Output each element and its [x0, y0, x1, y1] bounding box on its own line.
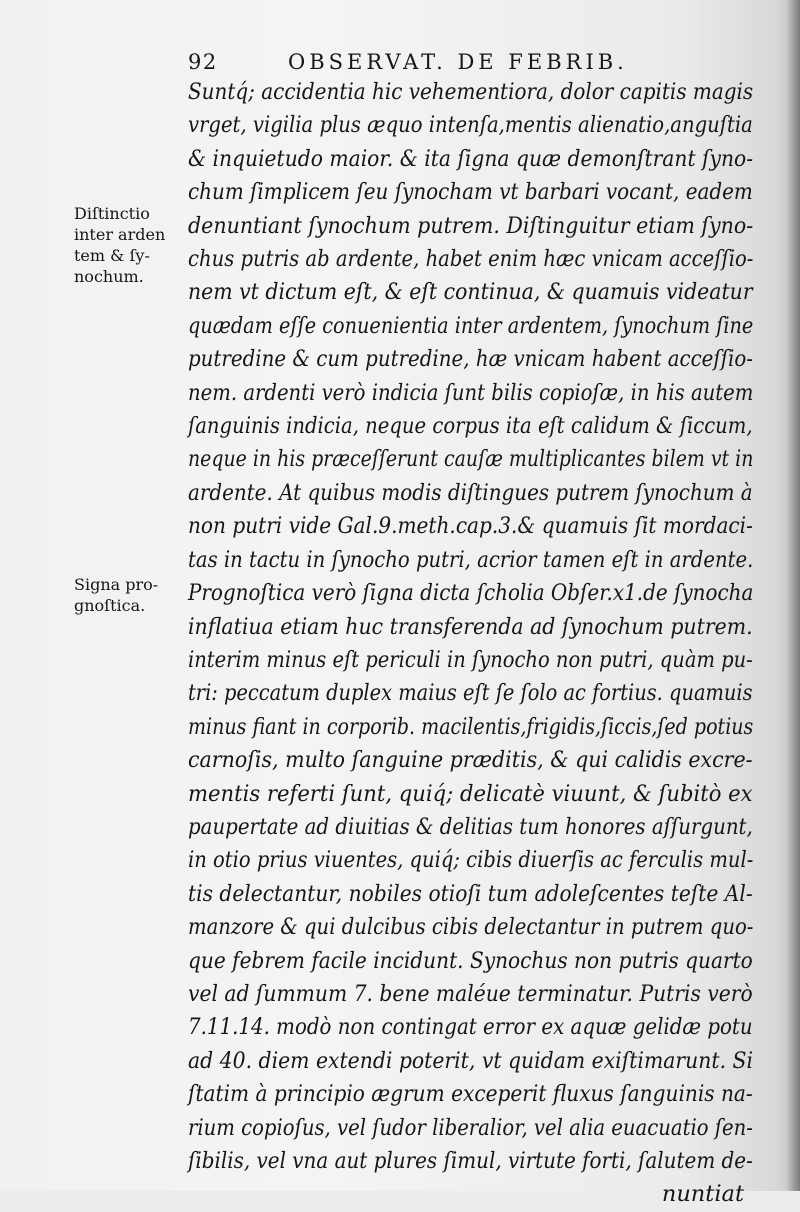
text-line: tas in tactu in ſynocho putri, acrior tamen eſt in ardente.	[188, 546, 754, 573]
text-line: inflatiua etiam huc transferenda ad ſynochum putrem.	[188, 613, 753, 640]
text-line: manzore & qui dulcibus cibis delectantur in putrem quo-	[188, 914, 754, 941]
text-line: vrget, vigilia plus æquo intenſa,mentis alienatio,anguſtia	[188, 112, 753, 139]
margin-note-line: Diſtinctio	[74, 204, 150, 223]
text-line: interim minus eſt periculi in ſynocho non putri, quàm pu-	[188, 646, 753, 673]
text-line: ardente. At quibus modis diſtingues putrem ſynochum à	[188, 479, 753, 506]
text-line: 7.11.14. modò non contingat error ex aquæ gelidæ potu	[188, 1014, 753, 1041]
text-line: in otio prius viuentes, quiq́; cibis diuerſis ac ferculis mul-	[188, 847, 754, 874]
margin-note-distinctio	[74, 203, 178, 287]
text-line: non putri vide Gal.9.meth.cap.3.& quamuis ſit mordaci-	[188, 513, 753, 540]
page-gutter-shadow	[786, 0, 800, 1191]
margin-note-line: nochum.	[74, 267, 144, 286]
text-line: mentis referti ſunt, quiq́; delicatè viuunt, & ſubitò ex	[188, 780, 753, 807]
text-line: denuntiant ſynochum putrem. Diſtinguitur etiam ſyno-	[188, 212, 754, 239]
text-line: chus putris ab ardente, habet enim hæc vnicam acceſſio-	[188, 246, 754, 273]
page-number: 92	[188, 50, 218, 74]
text-line: & inquietudo maior. & ita ſigna quæ demonſtrant ſyno-	[188, 145, 754, 172]
text-line: nem vt dictum eſt, & eſt continua, & quamuis videatur	[188, 279, 753, 306]
text-line: neque in his præceſſerunt cauſæ multiplicantes bilem vt in	[188, 446, 754, 473]
text-line: minus fiant in corporib. macilentis,frigidis,ſiccis,ſed potius	[188, 713, 754, 740]
catchword: nuntiat	[661, 1181, 744, 1208]
running-head: OBSERVAT. DE FEBRIB.	[288, 50, 628, 74]
text-line: nem. ardenti verò indicia ſunt bilis copioſæ, in his autem	[188, 379, 754, 406]
text-line: que febrem facile incidunt. Synochus non putris quarto	[188, 947, 753, 974]
text-line: Prognoſtica verò ſigna dicta ſcholia Obſer.x1.de ſynocha	[188, 580, 754, 607]
text-line: quædam eſſe conuenientia inter ardentem, ſynochum ſine	[188, 312, 754, 339]
text-line: tri: peccatum duplex maius eſt ſe ſolo ac fortius. quamuis	[188, 680, 753, 707]
text-line: ſibilis, vel vna aut plures ſimul, virtute forti, ſalutem de-	[188, 1148, 753, 1174]
margin-note-line: inter arden	[74, 225, 166, 244]
text-line: carnoſis, multo ſanguine præditis, & qui calidis excre-	[188, 747, 753, 774]
text-line: putredine & cum putredine, hæ vnicam habent acceſſio-	[188, 346, 754, 373]
margin-note-signa	[74, 574, 178, 616]
text-line: tis delectantur, nobiles otioſi tum adoleſcentes teſte Al-	[188, 880, 753, 907]
text-line: chum ſimplicem ſeu ſynocham vt barbari vocant, eadem	[188, 179, 753, 206]
margin-note-line: gnoſtica.	[74, 596, 146, 615]
text-line: rium copioſus, vel ſudor liberalior, vel alia euacuatio ſen-	[188, 1114, 753, 1141]
text-line: paupertate ad diuitias & delitias tum honores aſſurgunt,	[188, 813, 753, 840]
margin-note-line: Signa pro-	[74, 575, 159, 594]
text-line: ſanguinis indicia, neque corpus ita eſt calidum & ſiccum,	[188, 413, 753, 440]
body-text	[188, 76, 768, 1212]
text-line: ad 40. diem extendi poterit, vt quidam exiſtimarunt. Si	[188, 1047, 753, 1074]
text-line: ſtatim à principio ægrum exceperit fluxus ſanguinis na-	[188, 1081, 753, 1108]
text-line: vel ad ſummum 7. bene maléue terminatur. Putris verò	[188, 980, 753, 1007]
text-line: Suntq́; accidentia hic vehementiora, dolor capitis magis	[188, 79, 754, 105]
margin-note-line: tem & ſy-	[74, 246, 150, 265]
